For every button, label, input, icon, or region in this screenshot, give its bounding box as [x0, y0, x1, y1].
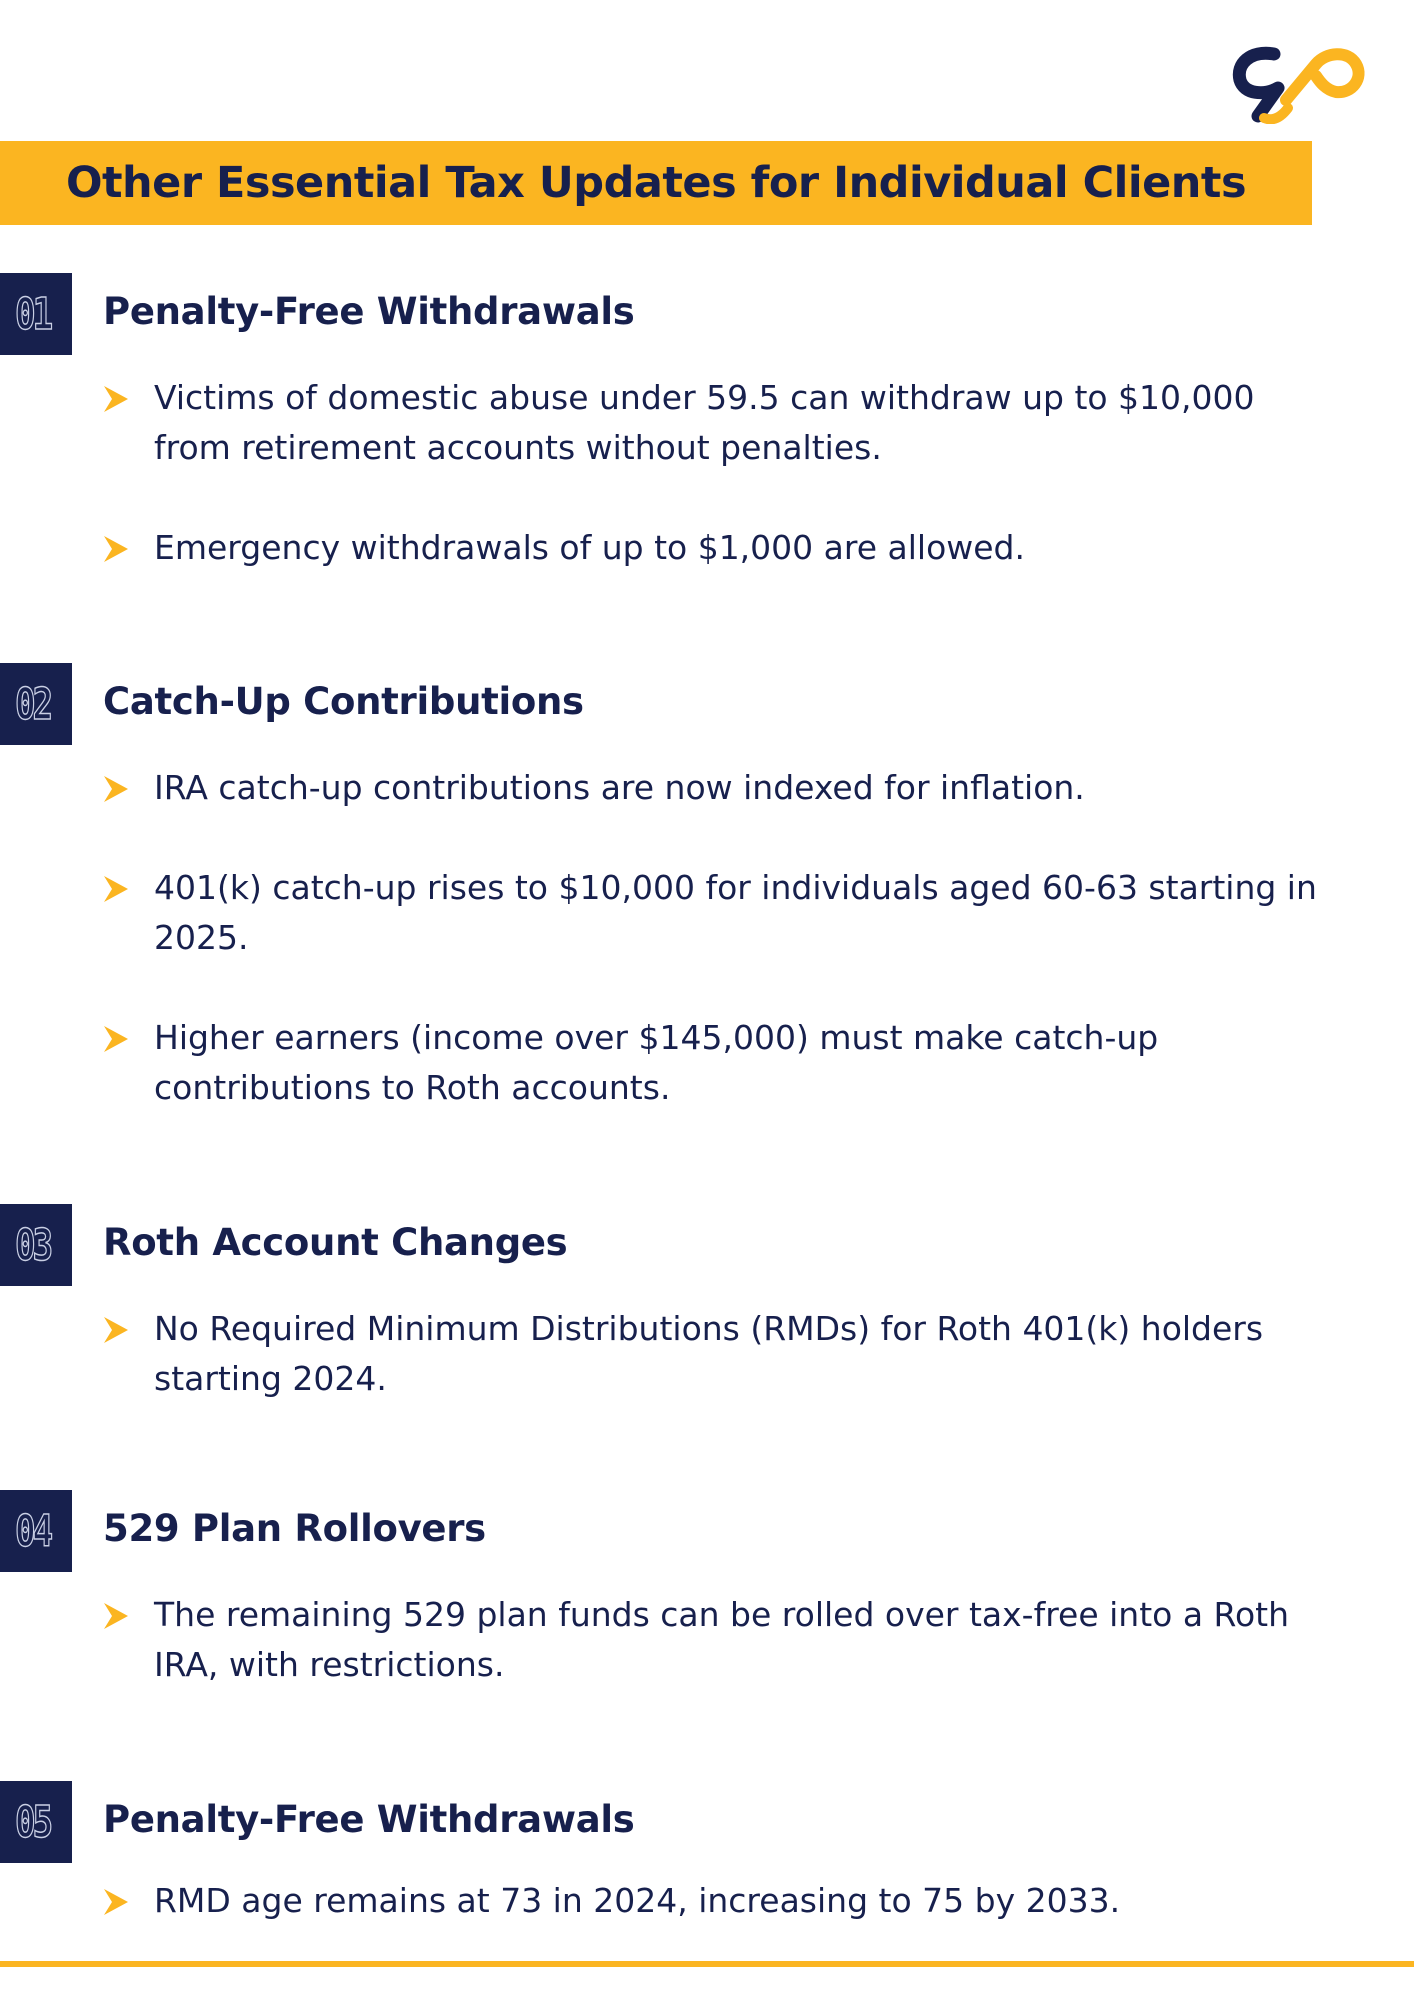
brand-logo-icon: [1230, 38, 1370, 124]
section-heading: Catch-Up Contributions: [103, 680, 584, 723]
list-item: [103, 523, 1333, 573]
section-number: 01: [14, 288, 50, 340]
bullet-text: IRA catch-up contributions are now indexed for inflation.: [154, 768, 1085, 807]
list-item: [103, 1876, 1333, 1926]
arrow-bullet-icon: [103, 875, 129, 903]
list-item: [103, 863, 1333, 963]
arrow-bullet-icon: [103, 1025, 129, 1053]
list-item: [103, 373, 1333, 473]
arrow-bullet-icon: [103, 775, 129, 803]
section-number: 03: [14, 1219, 50, 1271]
title-banner: [0, 141, 1312, 225]
bullet-text: No Required Minimum Distributions (RMDs) for Roth 401(k) holders starting 2024.: [154, 1309, 1264, 1398]
arrow-bullet-icon: [103, 535, 129, 563]
section-heading: 529 Plan Rollovers: [103, 1507, 486, 1550]
section-heading: Roth Account Changes: [103, 1221, 568, 1264]
section-heading: Penalty-Free Withdrawals: [103, 290, 635, 333]
bullet-text: Higher earners (income over $145,000) must make catch-up contributions to Roth accounts.: [154, 1018, 1159, 1107]
arrow-bullet-icon: [103, 1602, 129, 1630]
arrow-bullet-icon: [103, 385, 129, 413]
section-number: 05: [14, 1796, 50, 1848]
arrow-bullet-icon: [103, 1316, 129, 1344]
section-number-badge: [0, 1781, 72, 1863]
bullet-text: 401(k) catch-up rises to $10,000 for individuals aged 60-63 starting in 2025.: [154, 868, 1317, 957]
section-number-badge: [0, 1490, 72, 1572]
bullet-text: Victims of domestic abuse under 59.5 can withdraw up to $10,000 from retirement accounts without penalties.: [154, 378, 1255, 467]
arrow-bullet-icon: [103, 1888, 129, 1916]
section-heading: Penalty-Free Withdrawals: [103, 1798, 635, 1841]
list-item: [103, 1304, 1333, 1404]
section-number: 04: [14, 1505, 50, 1557]
section-number: 02: [14, 678, 50, 730]
bullet-text: RMD age remains at 73 in 2024, increasing to 75 by 2033.: [154, 1881, 1121, 1920]
bottom-divider: [0, 1961, 1414, 1967]
list-item: [103, 763, 1333, 813]
page-title: Other Essential Tax Updates for Individual Clients: [65, 158, 1247, 208]
section-number-badge: [0, 663, 72, 745]
list-item: [103, 1013, 1333, 1113]
section-number-badge: [0, 273, 72, 355]
bullet-text: The remaining 529 plan funds can be rolled over tax-free into a Roth IRA, with restrictions.: [154, 1595, 1290, 1684]
section-number-badge: [0, 1204, 72, 1286]
bullet-text: Emergency withdrawals of up to $1,000 are allowed.: [154, 528, 1025, 567]
list-item: [103, 1590, 1333, 1690]
